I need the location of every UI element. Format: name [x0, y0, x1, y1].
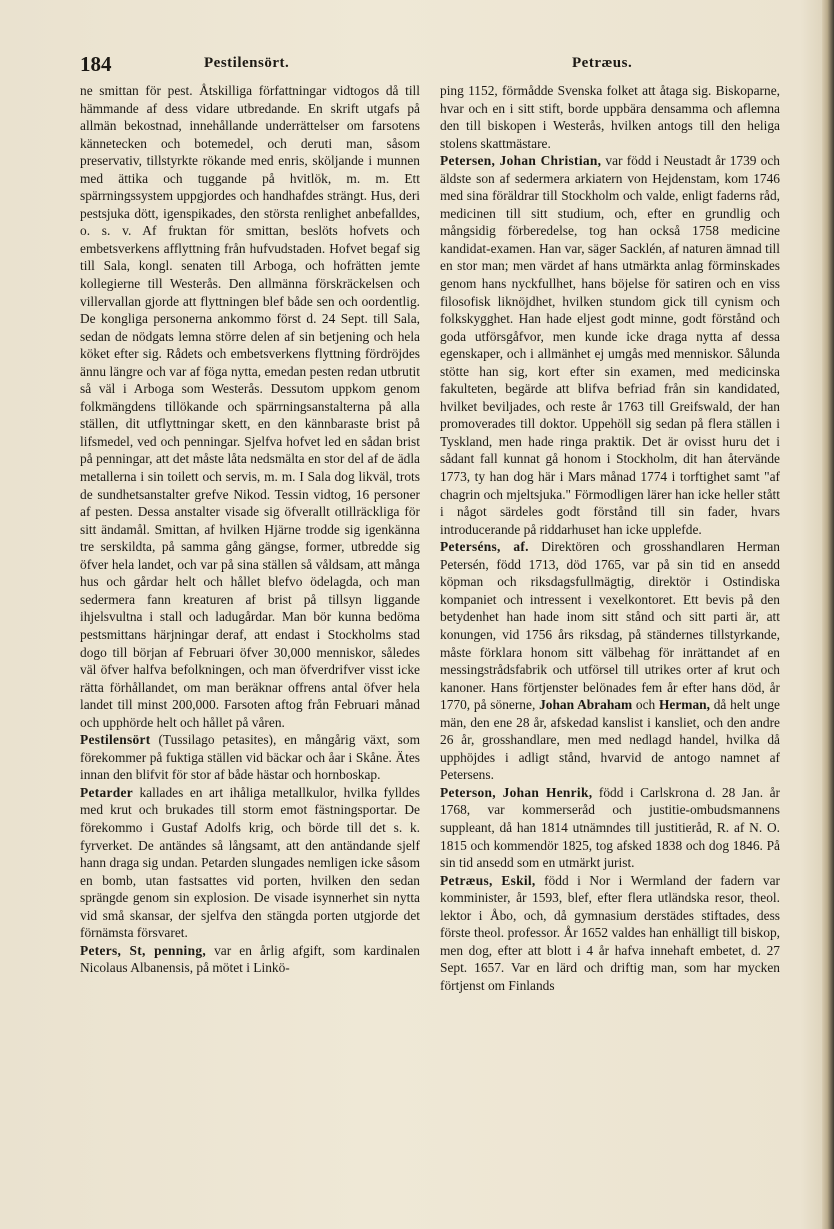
entry-headword: Peterséns, af.: [440, 539, 529, 555]
entry-petraeus-eskil: [440, 872, 780, 995]
person-name: Herman,: [659, 697, 710, 713]
entry-peters-penning-continued: [440, 82, 780, 152]
running-head-right: Petræus.: [572, 55, 633, 71]
entry-text: ping 1152, förmådde Svenska folket att åtaga sig. Biskoparne, hvar och en i sitt stift, borde uppbära densamma och aflemna den till biskopen i Westerås, hvilken antogs till den heliga stolens skattmästare.: [440, 83, 780, 151]
person-name: Johan Abraham: [539, 697, 633, 713]
entry-text: ne smittan för pest. Åtskilliga författningar vidtogos då till hämmande af dess vidare utbredande. En skrift utgafs på allmän bekostnad, innehållande underrättelser om farsotens kännetecken och botemedel, och deruti man, såsom preservativ, tillstyrkte rökande med enris, sköljande i munnen med ättika och tuggande på hvitlök, m. m. Ett spärrningssystem uppgjordes och handhafdes strängt. Hus, deri pestsjuka dött, igenspikades, den största renlighet anbefalldes, o. s. v. Af fruktan för smittan, beslöts hofvets och embetsverkens afflyttning från hufvudstaden. Hofvet begaf sig till Sala, kongl. senaten till Arboga, och hofrätten jemte kollegierne till Westerås. Den allmänna förskräckelsen och villervallan gjorde att flyttningen blef både sen och oordentlig. De kongliga personerna ankommo först d. 24 Sept. till Sala, sedan de nödgats lemna större delen af sin betjening och hela köket efter sig. Rådets och embetsverkens flyttning fördröjdes ännu längre och var af föga nytta, emedan pesten redan utbrutit så väl i Arboga som Westerås. Dessutom uppkom genom folkmängdens tillökande och spärrningsanstalterna på alla ställen, dit utflyttningar skett, en den kännbaraste brist på lifsmedel, ved och penningar. Sjelfva hofvet led en sådan brist på penningar, att det måste låta nedsmälta en stor del af de ädla metallerna i sin toilett och servis, m. m. I Sala dog likväl, trots de sundhetsanstalter grefve Nikod. Tessin vidtog, 16 personer af pesten. Dessa anstalter visade sig öfverallt otillräckliga för sitt ändamål. Smittan, af hvilken Hjärne trodde sig igenkänna tre serskildta, på samma gång gängse, former, utbredde sig öfver hela landet, och var på sina ställen så våldsam, att många hus och gårdar helt och hållet blefvo ödelagda, och man sedermera fann kreaturen af brist på tillsyn liggande ihjelsvultna i stall och ladugårdar. Man bör kunna bedöma pestsmittans härjningar deraf, att endast i Stockholms stad dogo till början af Februari öfver 30,000 menniskor, således väl öfver halfva befolkningen, och man öfverdrifver visst icke rätta förhållandet, om man beräknar offrens antal öfver hela landet till minst 200,000. Farsoten aftog från Februari månad och upphörde helt och hållet på våren.: [80, 83, 420, 730]
running-head-left: Pestilensört.: [204, 55, 290, 71]
entry-text: och: [632, 697, 659, 713]
left-column: [80, 82, 420, 1202]
right-column: [440, 82, 780, 1202]
entry-text: kallades en art ihåliga metallkulor, hvilka fylldes med krut och brukades till storm emot fästningsportar. De förekommo i Gustaf Adolfs krig, och börde till det s. k. fyrverket. De antändes så långsamt, att den antändande sjelf hann draga sig undan. Petarden slungades nemligen icke såsom en bomb, utan fastsattes vid porten, hvilken den sedan sprängde genom sin explosion. De visade isynnerhet sin nytta vid små skansar, der sjelfva den stängda porten utgjorde det förnämsta försvaret.: [80, 784, 420, 941]
entry-text: (Tussilago petasites), en mångårig växt, som förekommer på fuktiga ställen vid bäckar och åar i Skåne. Ätes innan den blifvit för stor af både hästar och hornboskap.: [80, 732, 420, 783]
page-edge-shadow: [822, 0, 834, 1229]
entry-pest-continued: [80, 82, 420, 731]
entry-peterson-johan-henrik: [440, 784, 780, 872]
page-number: 184: [80, 52, 112, 76]
entry-text: var en årlig afgift, som kardinalen Nicolaus Albanensis, på mötet i Linkö-: [80, 942, 420, 976]
entry-text: Direktören och grosshandlaren Herman Petersén, född 1713, död 1765, var på sin tid en ansedd köpman och riksdagsfullmägtig, direktör i Ostindiska kompaniet och intressent i vexelkontoret. Ett bevis på den betydenhet han hade inom sitt stånd och sitt parti är, att konungen, vid 1756 års riksdag, på ständernes tillstyrkande, måste förklara honom sitt välbehag för inrättandet af en messingstrådsfabrik och utförsel till utrikes orter af krut och kanoner. Hans förtjenster belönades fem år efter hans död, år 1770, på sönerne,: [440, 539, 780, 713]
entry-peters-penning: [80, 942, 420, 977]
entry-headword: Petræus, Eskil,: [440, 872, 536, 888]
entry-headword: Petarder: [80, 784, 133, 800]
entry-headword: Pestilensört: [80, 732, 151, 748]
entry-text: var född i Neustadt år 1739 och äldste son af sedermera arkiatern von Hejdenstam, kom 1746 med sina föräldrar till Stockholm och valde, enligt faderns råd, medicinen till sitt studium, och, efter en grundlig och mångsidig förberedelse, tog han också 1758 medicine kandidat-examen. Han var, säger Sacklén, af naturen ämnad till en stor man; men värdet af hans utmärkta anlag förminskades genom hans nyckfullhet, hans böjelse för satiren och en viss filosofisk liknöjdhet, hvilken stundom gick till cynism och folkskygghet. Han hade eljest godt minne, godt förstånd och goda utförsgåfvor, men kunde icke draga nytta af dessa egenskaper, och i allmänhet ej umgås med menniskor. Sålunda stötte han sig, kort efter sin examen, med medicinska fakulteten, begärde att blifva befriad från sin kandidated, hvilket beviljades, och reste år 1763 till Greifswald, der han promoverades till doktor. Uppehöll sig sedan på flera ställen i Tyskland, men hade ringa praktik. Det är ovisst huru det i sådant fall kunnat gå honom i Stockholm, dit han återvände 1773, ty han dog här i Mars månad 1774 i torftighet samt "af chagrin och mjeltsjuka." Förmodligen lärer han icke heller stått i något särdeles godt förstånd till sin fader, hvars introducerande på riddarhuset han icke upplefde.: [440, 153, 780, 537]
entry-petersens-af: [440, 538, 780, 784]
entry-headword: Petersen, Johan Christian,: [440, 153, 602, 169]
entry-petersen-johan-christian: [440, 152, 780, 538]
entry-text: född i Carlskrona d. 28 Jan. år 1768, var kommerseråd och justitie-ombudsmannens suppleant, då han 1814 utnämndes till justitieråd, R. af N. O. 1815 och kommendör 1825, tog afsked 1838 och dog 1846. På sin tid ansedd som en utmärkt jurist.: [440, 784, 780, 871]
entry-pestilensort: [80, 731, 420, 784]
page-header: [80, 52, 792, 78]
entry-headword: Peters, St, penning,: [80, 942, 206, 958]
entry-text: född i Nor i Wermland der fadern var komminister, år 1593, blef, efter flera utländska resor, theol. lektor i Åbo, och, då gymnasium derstädes stiftades, dess förste theol. professor. År 1652 valdes han enhälligt till biskop, men dog, efter att blott i 4 år hafva innehaft embetet, d. 27 Sept. 1657. Var en lärd och driftig man, som har mycken förtjenst om Finlands: [440, 872, 780, 993]
entry-petarder: [80, 784, 420, 942]
entry-text: då helt unge män, den ene 28 år, afskedad kanslist i kansliet, och den andre 26 år, grosshandlare, men med nedlagd handel, hvilka då upphöjdes i adligt stånd, hvarvid de antogo namnet af Petersens.: [440, 697, 780, 783]
entry-headword: Peterson, Johan Henrik,: [440, 784, 593, 800]
